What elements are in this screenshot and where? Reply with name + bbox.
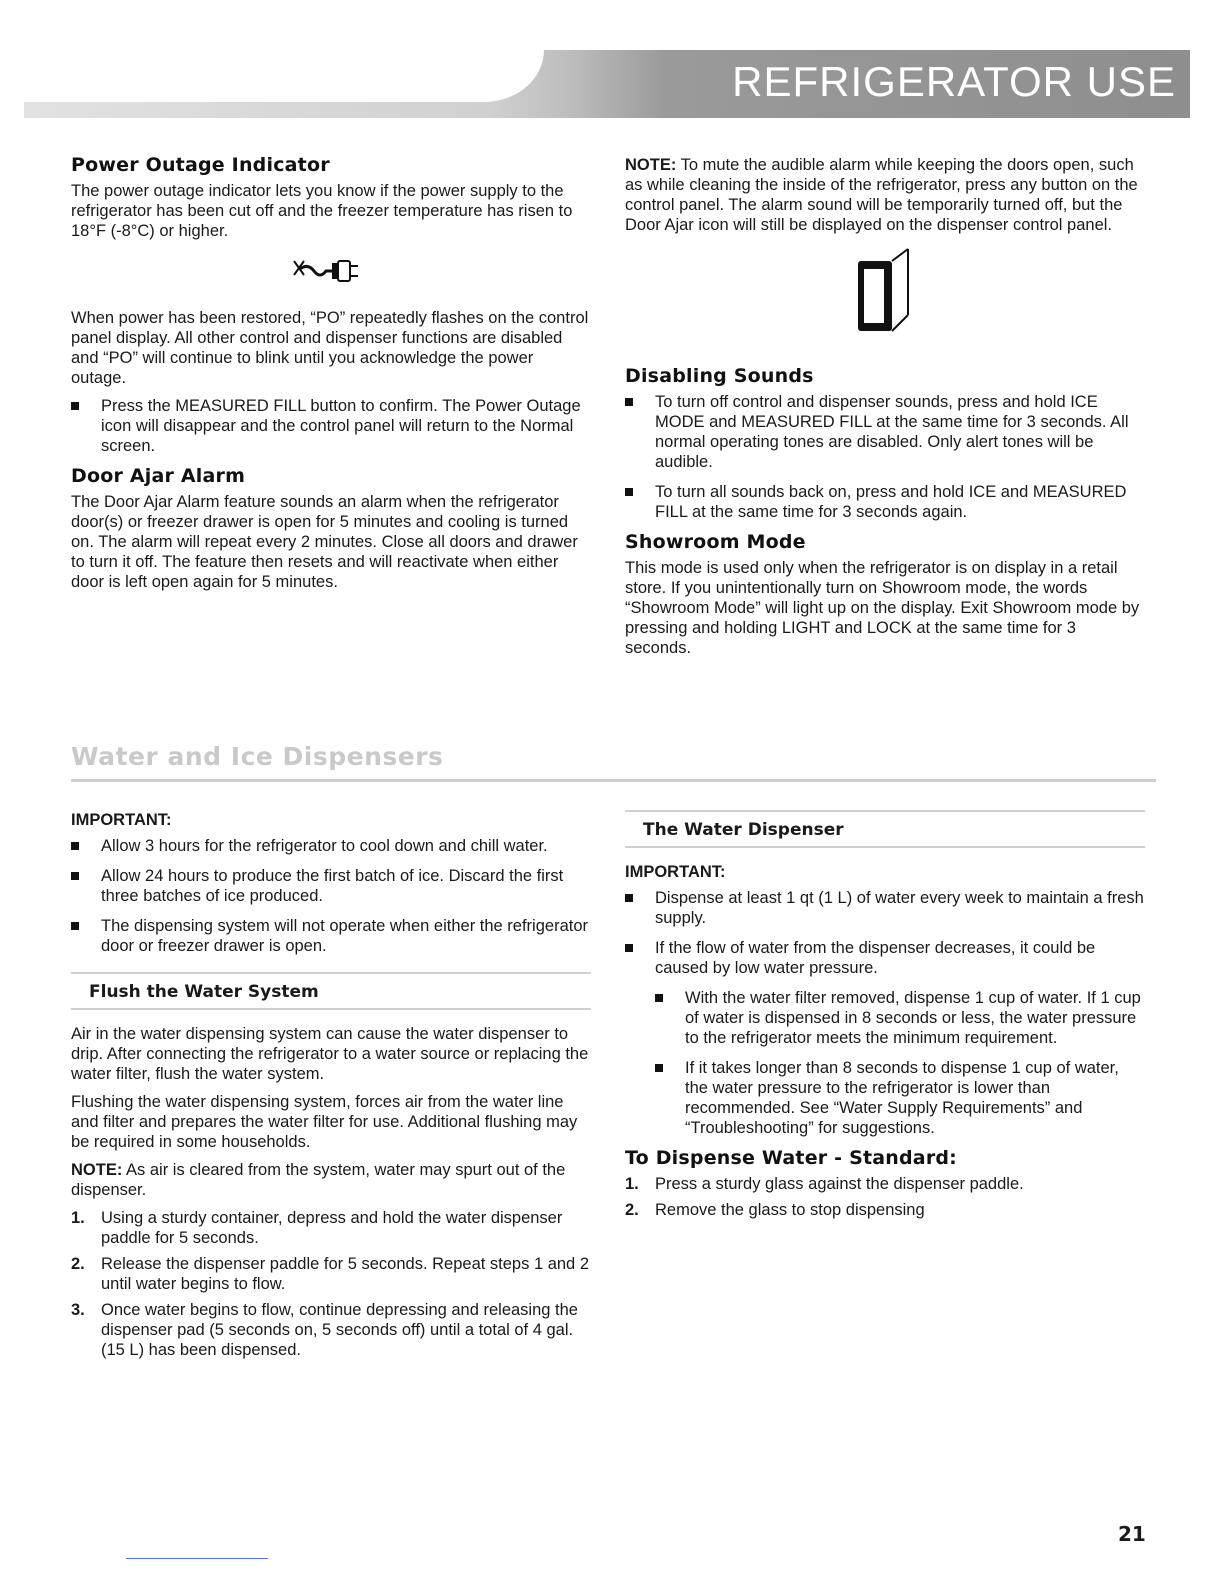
door-ajar-title: Door Ajar Alarm bbox=[71, 465, 246, 487]
step-number: 2. bbox=[71, 1255, 85, 1273]
flush-paragraph: Air in the water dispensing system can cause the water dispenser to drip. After connecting the refrigerator to a water source or replacing the water filter, flush the water system. bbox=[71, 1025, 589, 1083]
right-top-column bbox=[625, 155, 1145, 666]
step-text: Release the dispenser paddle for 5 seconds. Repeat steps 1 and 2 until water begins to flow. bbox=[101, 1255, 589, 1293]
important-label: IMPORTANT: bbox=[625, 863, 726, 881]
disabling-sounds-title: Disabling Sounds bbox=[625, 365, 814, 387]
list-item: Allow 3 hours for the refrigerator to cool down and chill water. bbox=[71, 836, 591, 856]
note-alarm bbox=[625, 155, 1145, 235]
step-item bbox=[71, 1300, 591, 1360]
footer-line bbox=[126, 1558, 268, 1559]
page-number: 21 bbox=[1118, 1522, 1146, 1546]
power-outage-list bbox=[71, 396, 591, 456]
right-bottom-column bbox=[625, 810, 1145, 1226]
power-outage-restored: When power has been restored, “PO” repeatedly flashes on the control panel display. All other control and dispenser functions are disabled and “PO” will continue to blink until you acknowledge the power outage. bbox=[71, 309, 589, 387]
disabling-sounds-list bbox=[625, 392, 1145, 522]
important-list bbox=[71, 836, 591, 956]
power-outage-title: Power Outage Indicator bbox=[71, 154, 330, 176]
showroom-title: Showroom Mode bbox=[625, 531, 806, 553]
step-number: 2. bbox=[625, 1201, 639, 1219]
list-item: The dispensing system will not operate when either the refrigerator door or freezer drawer is open. bbox=[71, 916, 591, 956]
section-title: Water and Ice Dispensers bbox=[71, 742, 444, 771]
door-ajar-icon bbox=[625, 247, 1145, 352]
flush-title: Flush the Water System bbox=[71, 972, 591, 1010]
header-title: REFRIGERATOR USE bbox=[732, 58, 1176, 105]
step-number: 1. bbox=[625, 1175, 639, 1193]
power-outage-intro: The power outage indicator lets you know if the power supply to the refrigerator has been cut off and the freezer temperature has risen to 18°F (-8°C) or higher. bbox=[71, 182, 573, 240]
step-number: 1. bbox=[71, 1209, 85, 1227]
step-text: Press a sturdy glass against the dispenser paddle. bbox=[655, 1175, 1024, 1193]
note-label: NOTE: bbox=[71, 1161, 123, 1179]
step-number: 3. bbox=[71, 1301, 85, 1319]
step-text: Using a sturdy container, depress and hold the water dispenser paddle for 5 seconds. bbox=[101, 1209, 563, 1247]
door-ajar-text: The Door Ajar Alarm feature sounds an alarm when the refrigerator door(s) or freezer drawer is open for 5 minutes and cooling is turned on. The alarm will repeat every 2 minutes. Close all doors and drawer to turn it off. The feature then resets and will reactivate when either door is left open again for 5 minutes. bbox=[71, 493, 578, 591]
list-item: To turn off control and dispenser sounds, press and hold ICE MODE and MEASURED FILL at the same time for 3 seconds. All normal operating tones are disabled. Only alert tones will be audible. bbox=[625, 392, 1145, 472]
note-text: To mute the audible alarm while keeping the doors open, such as while cleaning the inside of the refrigerator, press any button on the control panel. The alarm sound will be temporarily turned off, but the Door Ajar icon will still be displayed on the dispenser control panel. bbox=[625, 156, 1138, 234]
step-item bbox=[625, 1174, 1145, 1194]
list-item: If the flow of water from the dispenser decreases, it could be caused by low water pressure. bbox=[625, 938, 1145, 978]
water-pressure-list bbox=[655, 988, 1145, 1138]
header-banner-curve bbox=[24, 50, 544, 102]
flush-note bbox=[71, 1160, 591, 1200]
dispense-standard-steps bbox=[625, 1174, 1145, 1220]
flush-paragraph: Flushing the water dispensing system, forces air from the water line and filter and prepares the water filter for use. Additional flushing may be required in some households. bbox=[71, 1093, 578, 1151]
step-item bbox=[71, 1208, 591, 1248]
showroom-text: This mode is used only when the refrigerator is on display in a retail store. If you unintentionally turn on Showroom mode, the words “Showroom Mode” will light up on the display. Exit Showroom mode by pressing and holding LIGHT and LOCK at the same time for 3 seconds. bbox=[625, 559, 1140, 657]
list-item: If it takes longer than 8 seconds to dispense 1 cup of water, the water pressure to the refrigerator is lower than recommended. See “Water Supply Requirements” and “Troubleshooting” for suggestions. bbox=[655, 1058, 1145, 1138]
list-item: Press the MEASURED FILL button to confirm. The Power Outage icon will disappear and the control panel will return to the Normal screen. bbox=[71, 396, 591, 456]
note-label: NOTE: bbox=[625, 156, 677, 174]
water-dispenser-list bbox=[625, 888, 1145, 978]
section-divider bbox=[71, 779, 1156, 782]
list-item: Dispense at least 1 qt (1 L) of water every week to maintain a fresh supply. bbox=[625, 888, 1145, 928]
list-item: With the water filter removed, dispense 1 cup of water. If 1 cup of water is dispensed in 8 seconds or less, the water pressure to the refrigerator meets the minimum requirement. bbox=[655, 988, 1145, 1048]
dispense-standard-title: To Dispense Water - Standard: bbox=[625, 1147, 957, 1169]
step-text: Remove the glass to stop dispensing bbox=[655, 1201, 925, 1219]
step-item bbox=[625, 1200, 1145, 1220]
note-text: As air is cleared from the system, water may spurt out of the dispenser. bbox=[71, 1161, 566, 1199]
left-top-column bbox=[71, 155, 591, 600]
list-item: To turn all sounds back on, press and hold ICE and MEASURED FILL at the same time for 3 seconds again. bbox=[625, 482, 1145, 522]
important-label: IMPORTANT: bbox=[71, 811, 172, 829]
step-text: Once water begins to flow, continue depressing and releasing the dispenser pad (5 seconds on, 5 seconds off) until a total of 4 gal. (15 L) has been dispensed. bbox=[101, 1301, 578, 1359]
flush-steps bbox=[71, 1208, 591, 1360]
power-plug-icon bbox=[71, 253, 591, 294]
water-dispenser-title: The Water Dispenser bbox=[625, 810, 1145, 848]
list-item: Allow 24 hours to produce the first batch of ice. Discard the first three batches of ice produced. bbox=[71, 866, 591, 906]
left-bottom-column bbox=[71, 810, 591, 1366]
step-item bbox=[71, 1254, 591, 1294]
